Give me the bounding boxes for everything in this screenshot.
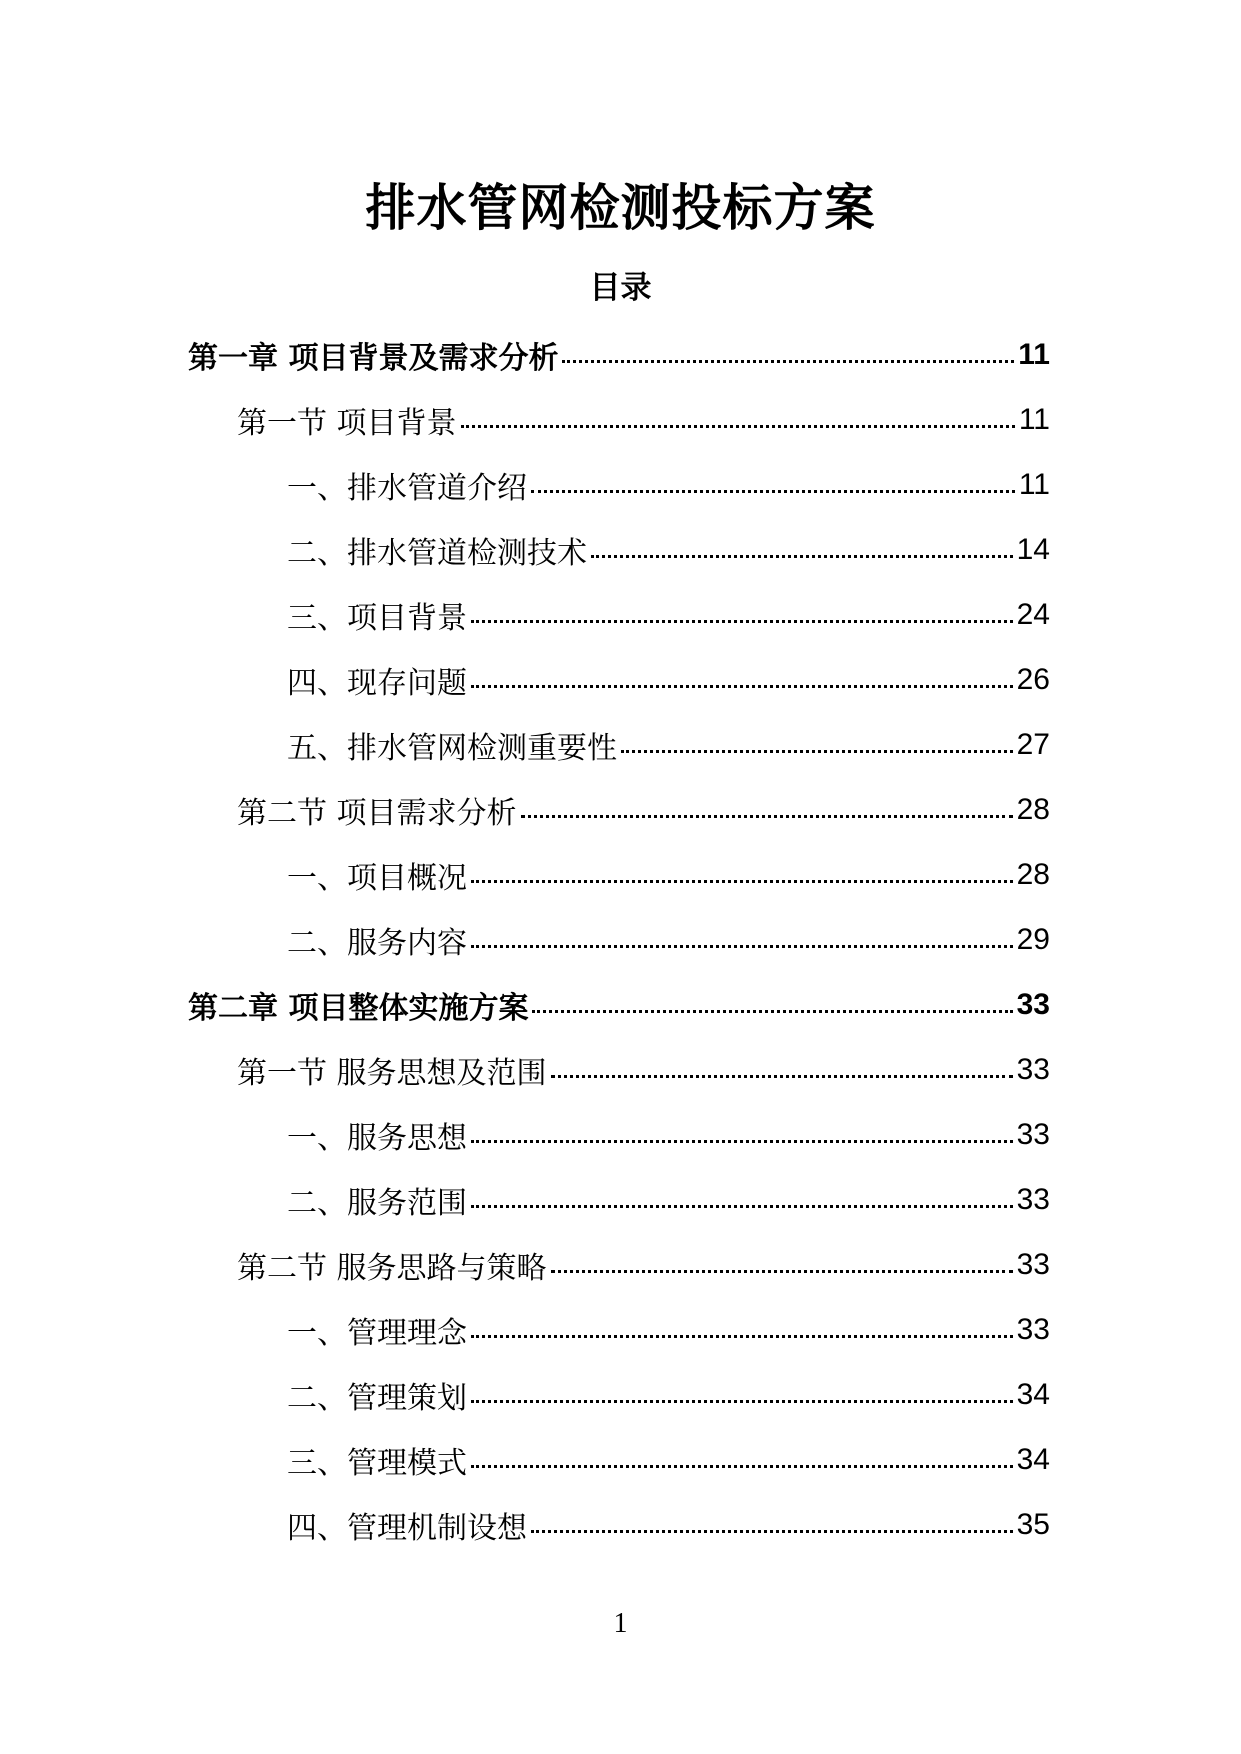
toc-link[interactable]	[287, 1102, 1050, 1167]
document-title: 排水管网检测投标方案	[365, 179, 876, 237]
toc-link[interactable]	[287, 1362, 1050, 1427]
toc-entry-level-3	[0, 1102, 1241, 1167]
toc-entry-level-3	[0, 1297, 1241, 1362]
toc-link[interactable]	[188, 322, 1050, 387]
toc-dot-leader	[471, 945, 1013, 948]
toc-dot-leader	[551, 1075, 1013, 1078]
toc-link[interactable]	[287, 452, 1050, 517]
toc-dot-leader	[531, 1530, 1013, 1533]
toc-entry-label: 二、管理策划	[287, 1380, 467, 1416]
toc-entry-page: 28	[1016, 857, 1050, 891]
toc-dot-leader	[562, 360, 1014, 363]
toc-link[interactable]	[287, 1167, 1050, 1232]
toc-entry-page: 33	[1016, 1052, 1050, 1086]
toc-entry-page: 11	[1018, 402, 1050, 436]
toc-entry-level-3	[0, 1492, 1241, 1557]
toc-entry-level-3	[0, 1427, 1241, 1492]
toc-link[interactable]	[188, 972, 1050, 1037]
toc-entry-label: 第二章 项目整体实施方案	[188, 990, 529, 1026]
toc-entry-level-3	[0, 582, 1241, 647]
toc-entry-label: 第一章 项目背景及需求分析	[188, 340, 559, 376]
toc-entry-level-3	[0, 1167, 1241, 1232]
toc-entry-level-3	[0, 517, 1241, 582]
toc-dot-leader	[471, 1335, 1013, 1338]
toc-entry-page: 11	[1018, 467, 1050, 501]
toc-entry-page: 34	[1016, 1442, 1050, 1476]
page-number: 1	[613, 1608, 628, 1639]
toc-entry-label: 五、排水管网检测重要性	[287, 730, 617, 766]
toc-entry-page: 33	[1016, 1182, 1050, 1216]
toc-entry-label: 第二节 项目需求分析	[237, 795, 517, 831]
toc-entry-page: 29	[1016, 922, 1050, 956]
toc-entry-label: 第一节 服务思想及范围	[237, 1055, 547, 1091]
toc-dot-leader	[461, 425, 1015, 428]
toc-entry-label: 三、管理模式	[287, 1445, 467, 1481]
toc-entry-label: 一、服务思想	[287, 1120, 467, 1156]
toc-entry-level-3	[0, 452, 1241, 517]
toc-entry-level-1	[0, 322, 1241, 387]
toc-dot-leader	[531, 490, 1015, 493]
toc-entry-level-3	[0, 712, 1241, 777]
toc-entry-page: 33	[1016, 1117, 1050, 1151]
toc-link[interactable]	[287, 1492, 1050, 1557]
toc-entry-page: 26	[1016, 662, 1050, 696]
toc-entry-level-3	[0, 907, 1241, 972]
toc-link[interactable]	[287, 517, 1050, 582]
toc-entry-label: 第二节 服务思路与策略	[237, 1250, 547, 1286]
toc-entry-label: 二、服务内容	[287, 925, 467, 961]
toc-entry-level-3	[0, 842, 1241, 907]
toc-link[interactable]	[287, 582, 1050, 647]
toc-entry-page: 34	[1016, 1377, 1050, 1411]
toc-link[interactable]	[287, 1427, 1050, 1492]
toc-entry-label: 四、管理机制设想	[287, 1510, 527, 1546]
toc-link[interactable]	[287, 842, 1050, 907]
toc-link[interactable]	[237, 777, 1050, 842]
toc-dot-leader	[471, 685, 1013, 688]
toc-link[interactable]	[287, 712, 1050, 777]
toc-dot-leader	[471, 1140, 1013, 1143]
toc-link[interactable]	[287, 1297, 1050, 1362]
toc-dot-leader	[471, 880, 1013, 883]
toc-dot-leader	[621, 750, 1013, 753]
toc-dot-leader	[471, 1205, 1013, 1208]
toc-entry-level-2	[0, 1037, 1241, 1102]
toc-dot-leader	[532, 1010, 1012, 1013]
toc-link[interactable]	[237, 1232, 1050, 1297]
toc-entry-page: 11	[1018, 337, 1050, 371]
toc-dot-leader	[591, 555, 1013, 558]
toc-entry-level-3	[0, 1362, 1241, 1427]
toc-entry-level-1	[0, 972, 1241, 1037]
toc-link[interactable]	[237, 387, 1050, 452]
toc-entry-level-2	[0, 777, 1241, 842]
toc-dot-leader	[471, 1400, 1013, 1403]
toc-entry-page: 24	[1016, 597, 1050, 631]
toc-dot-leader	[471, 1465, 1013, 1468]
toc-dot-leader	[471, 620, 1013, 623]
toc-link[interactable]	[237, 1037, 1050, 1102]
toc-entry-label: 第一节 项目背景	[237, 405, 457, 441]
toc-entry-label: 一、管理理念	[287, 1315, 467, 1351]
toc-entry-page: 33	[1016, 987, 1050, 1021]
toc-entry-label: 二、服务范围	[287, 1185, 467, 1221]
toc-entry-label: 三、项目背景	[287, 600, 467, 636]
toc-dot-leader	[521, 815, 1013, 818]
toc-entry-label: 一、项目概况	[287, 860, 467, 896]
toc-link[interactable]	[287, 907, 1050, 972]
toc-entry-label: 二、排水管道检测技术	[287, 535, 587, 571]
toc-entry-page: 14	[1016, 532, 1050, 566]
toc-entry-page: 33	[1016, 1312, 1050, 1346]
table-of-contents	[0, 322, 1241, 1557]
toc-dot-leader	[551, 1270, 1013, 1273]
toc-entry-level-2	[0, 387, 1241, 452]
toc-entry-page: 33	[1016, 1247, 1050, 1281]
toc-entry-level-2	[0, 1232, 1241, 1297]
toc-entry-level-3	[0, 647, 1241, 712]
toc-entry-page: 28	[1016, 792, 1050, 826]
toc-entry-label: 四、现存问题	[287, 665, 467, 701]
toc-heading: 目录	[589, 270, 652, 306]
toc-link[interactable]	[287, 647, 1050, 712]
toc-entry-page: 27	[1016, 727, 1050, 761]
toc-entry-page: 35	[1016, 1507, 1050, 1541]
toc-entry-label: 一、排水管道介绍	[287, 470, 527, 506]
